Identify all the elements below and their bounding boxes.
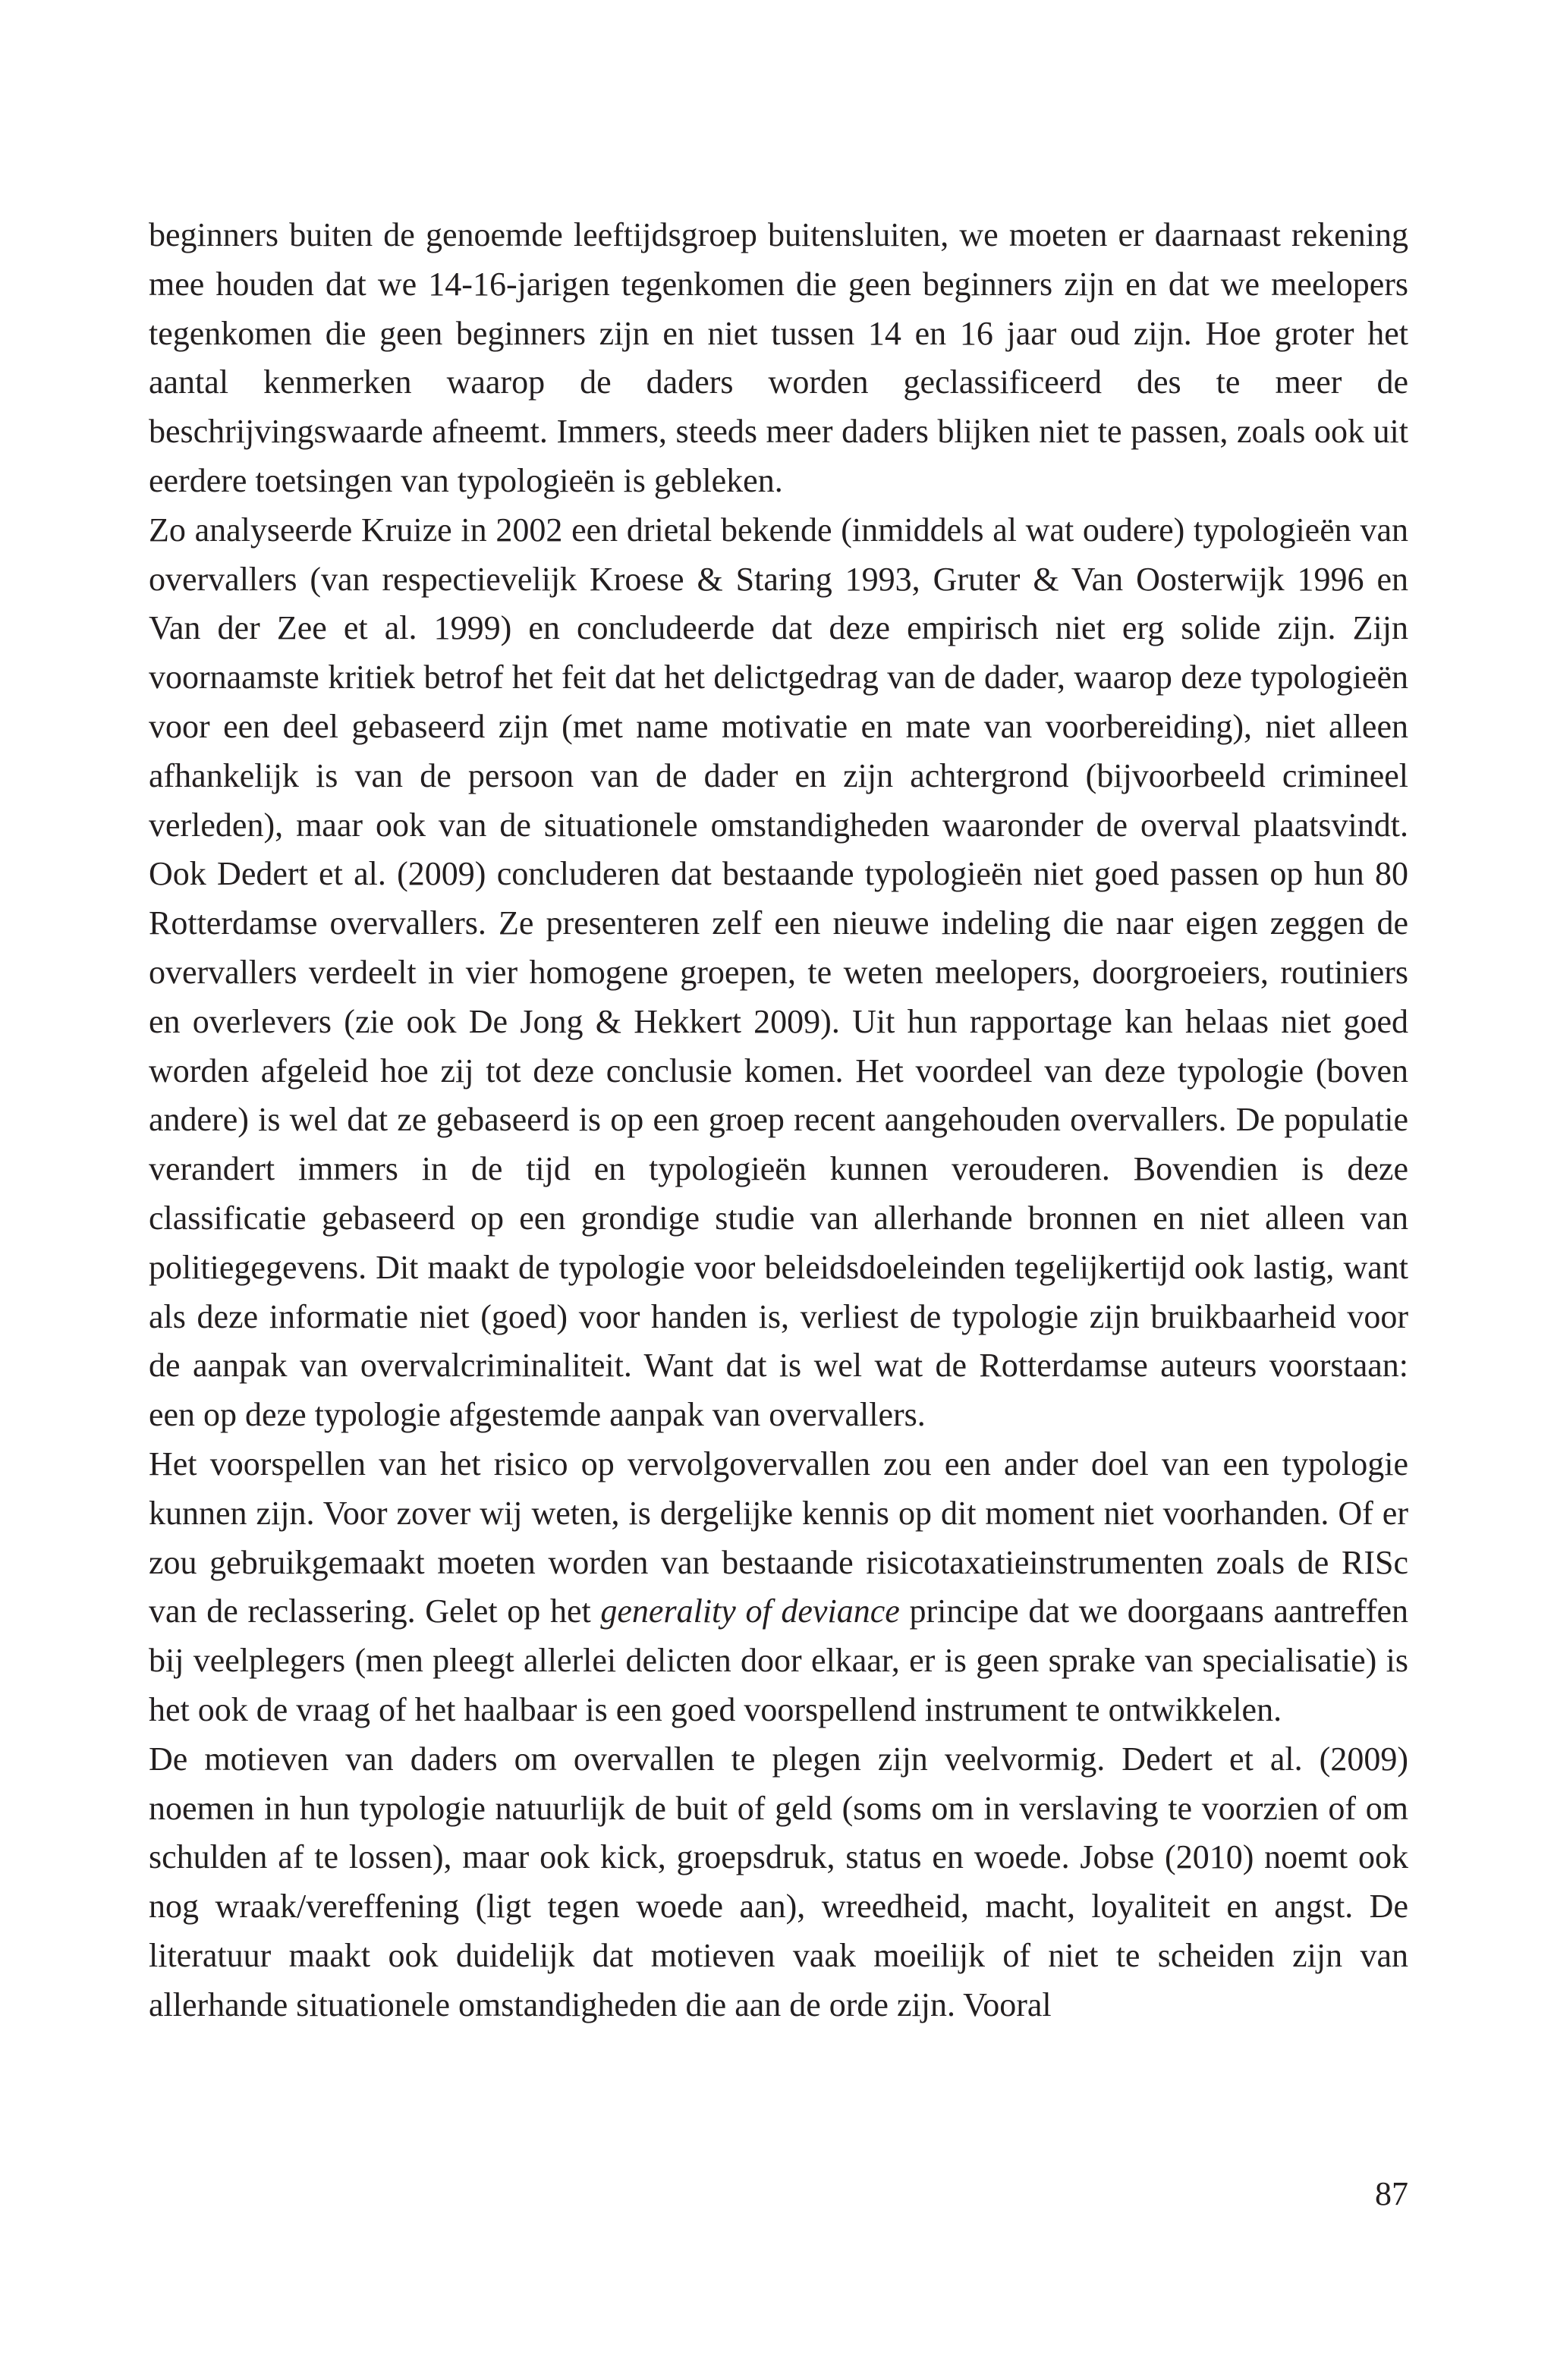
page-number: 87	[1375, 2175, 1408, 2212]
paragraph-risk-prediction	[149, 1440, 1408, 1735]
paragraph-kruize-analysis: Zo analyseerde Kruize in 2002 een drietal bekende (inmiddels al wat oudere) typologieën van overvallers (van respectievelijk Kroese & Staring 1993, Gruter & Van Oosterwijk 1996 en Van der Zee et al. 1999) en concludeerde dat deze empirisch niet erg solide zijn. Zijn voornaamste kritiek betrof het feit dat het delictgedrag van de dader, waarop deze typologieën voor een deel gebaseerd zijn (met name motivatie en mate van voorbereiding), niet alleen afhankelijk is van de persoon van de dader en zijn achtergrond (bijvoorbeeld crimineel verleden), maar ook van de situationele omstandigheden waaronder de overval plaatsvindt. Ook Dedert et al. (2009) concluderen dat bestaande typologieën niet goed passen op hun 80 Rotterdamse overvallers. Ze presenteren zelf een nieuwe indeling die naar eigen zeggen de overvallers verdeelt in vier homogene groepen, te weten meelopers, doorgroeiers, routiniers en overlevers (zie ook De Jong & Hekkert 2009). Uit hun rapportage kan helaas niet goed worden afgeleid hoe zij tot deze conclusie komen. Het voordeel van deze typologie (boven andere) is wel dat ze gebaseerd is op een groep recent aangehouden overvallers. De populatie verandert immers in de tijd en typologieën kunnen verouderen. Bovendien is deze classificatie gebaseerd op een grondige studie van allerhande bronnen en niet alleen van politiegegevens. Dit maakt de typologie voor beleidsdoeleinden tegelijkertijd ook lastig, want als deze informatie niet (goed) voor handen is, verliest de typologie zijn bruikbaarheid voor de aanpak van overvalcriminaliteit. Want dat is wel wat de Rotterdamse auteurs voorstaan: een op deze typologie afgestemde aanpak van overvallers.	[149, 511, 1408, 1434]
paragraph-offender-motives: De motieven van daders om overvallen te plegen zijn veelvormig. Dedert et al. (2009) noemen in hun typologie natuurlijk de buit of geld (soms om in verslaving te voorzien of om schulden af te lossen), maar ook kick, groepsdruk, status en woede. Jobse (2010) noemt ook nog wraak/vereffening (ligt tegen woede aan), wreedheid, macht, loyaliteit en angst. De literatuur maakt ook duidelijk dat motieven vaak moeilijk of niet te scheiden zijn van allerhande situationele omstandigheden die aan de orde zijn. Vooral	[149, 1740, 1408, 2023]
italic-term-generality-of-deviance: generality of deviance	[600, 1592, 900, 1630]
page-body	[149, 211, 1408, 2029]
paragraph-risk-text-before: Het voorspellen van het risico op vervolgovervallen zou een ander doel van een typologie kunnen zijn. Voor zover wij weten, is dergelijke kennis op dit moment niet voorhanden. Of er zou gebruikgemaakt moeten worden van bestaande risicotaxatieinstrumenten zoals de RISc van de reclassering. Gelet op het	[149, 1445, 1408, 1630]
paragraph-risk-text-after: principe dat we doorgaans aantreffen bij veelplegers (men pleegt allerlei delicten door elkaar, er is geen sprake van specialisatie) is het ook de vraag of het haalbaar is een goed voorspellend instrument te ontwikkelen.	[149, 1592, 1409, 1728]
paragraph-typology-classification: beginners buiten de genoemde leeftijdsgroep buitensluiten, we moeten er daarnaast rekening mee houden dat we 14-16-jarigen tegenkomen die geen beginners zijn en dat we meelopers tegenkomen die geen beginners zijn en niet tussen 14 en 16 jaar oud zijn. Hoe groter het aantal kenmerken waarop de daders worden geclassificeerd des te meer de beschrijvingswaarde afneemt. Immers, steeds meer daders blijken niet te passen, zoals ook uit eerdere toetsingen van typologieën is gebleken.	[149, 216, 1408, 499]
